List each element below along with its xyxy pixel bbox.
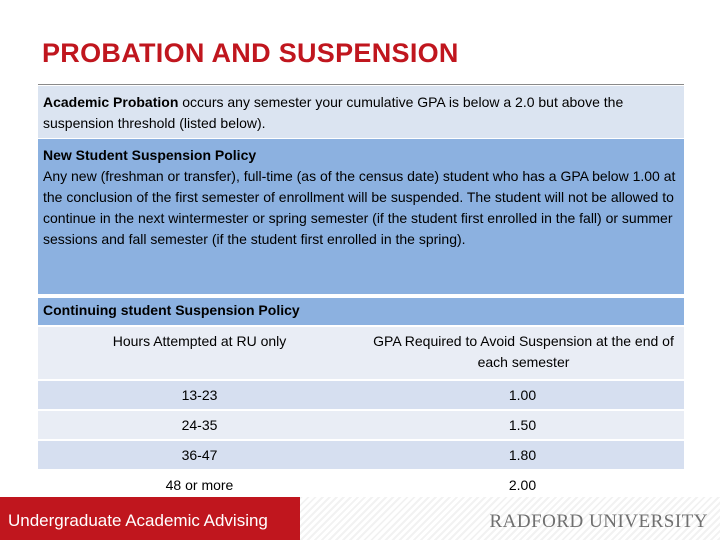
table-row bbox=[38, 411, 684, 439]
continuing-policy-heading: Continuing student Suspension Policy bbox=[38, 298, 684, 325]
gpa-cell: 1.50 bbox=[361, 411, 684, 439]
new-student-policy-box bbox=[38, 139, 684, 294]
new-student-text: Any new (freshman or transfer), full-time (as of the census date) student who has a GPA below 1.00 at the conclusion of the first semester of enrollment will be suspended. The student will not be allowed to continue in the next wintermester or spring semester (if the student first enrolled in the fall) or summer sessions and fall semester (if the student first enrolled in the spring). bbox=[43, 168, 676, 247]
probation-box bbox=[38, 86, 684, 138]
gpa-cell: 2.00 bbox=[361, 471, 684, 499]
probation-label: Academic Probation bbox=[43, 94, 179, 110]
hours-cell: 36-47 bbox=[38, 441, 361, 469]
table-header-row bbox=[38, 327, 684, 379]
gpa-cell: 1.80 bbox=[361, 441, 684, 469]
column-header-gpa: GPA Required to Avoid Suspension at the end of each semester bbox=[361, 327, 684, 379]
table-row bbox=[38, 381, 684, 409]
suspension-table bbox=[38, 325, 684, 501]
title-divider bbox=[38, 84, 684, 85]
probation-text: occurs any semester your cumulative GPA is below a 2.0 but above the suspension threshold (listed below). bbox=[43, 94, 624, 131]
column-header-hours: Hours Attempted at RU only bbox=[38, 327, 361, 379]
hours-cell: 24-35 bbox=[38, 411, 361, 439]
gpa-cell: 1.00 bbox=[361, 381, 684, 409]
page-title: PROBATION AND SUSPENSION bbox=[42, 38, 459, 68]
table-row bbox=[38, 471, 684, 499]
footer-department: Undergraduate Academic Advising bbox=[0, 497, 300, 540]
footer-bar bbox=[0, 497, 720, 540]
hours-cell: 48 or more bbox=[38, 471, 361, 499]
new-student-heading: New Student Suspension Policy bbox=[43, 147, 257, 163]
hours-cell: 13-23 bbox=[38, 381, 361, 409]
table-row bbox=[38, 441, 684, 469]
university-logo: RADFORD UNIVERSITY bbox=[489, 511, 708, 532]
